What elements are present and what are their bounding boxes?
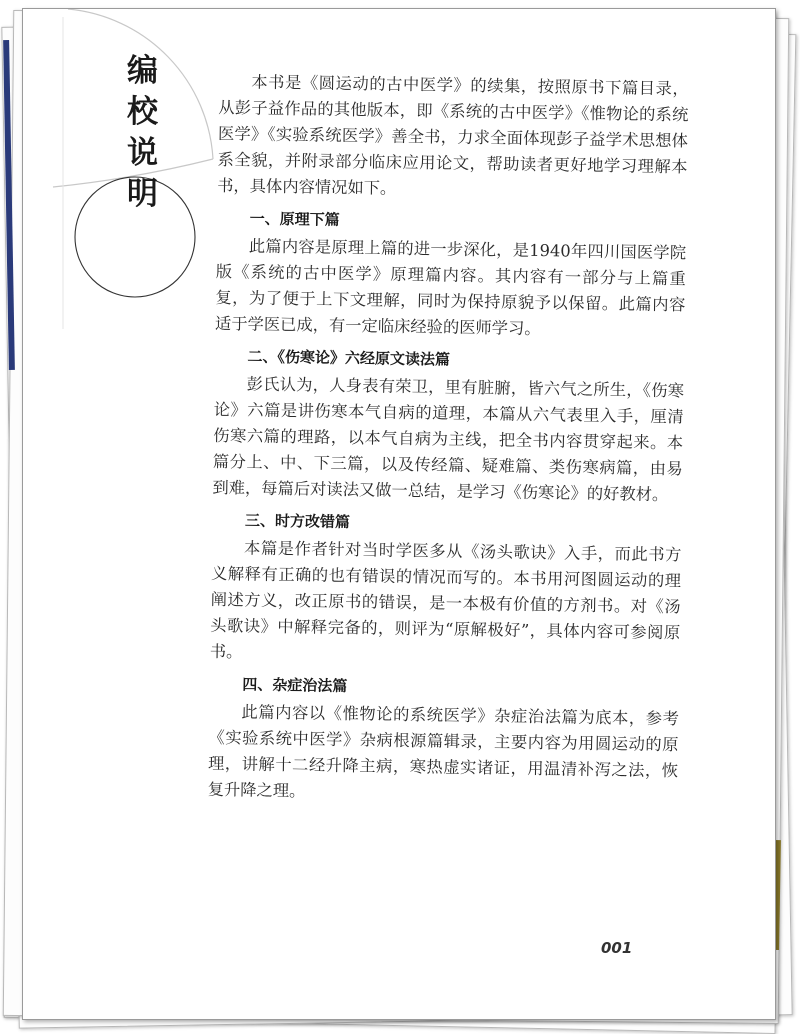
section-paragraph: 彭氏认为，人身表有荣卫，里有脏腑，皆六气之所生，《伤寒论》六篇是讲伤寒本气自病的道理，本篇从六气表里入手，厘清伤寒六篇的理路，以本气自病为主线，把全书内容贯穿起来。本篇分上、中、下三篇，以及传经篇、疑难篇、类伤寒病篇，由易到难，每篇后对读法又做一总结，是学习《伤寒论》的好教材。 — [212, 374, 685, 505]
body-text — [207, 69, 688, 810]
heading-char: 校 — [127, 94, 158, 130]
heading-char: 明 — [127, 176, 158, 212]
section-title: 二、《伤寒论》六经原文读法篇 — [247, 347, 451, 369]
page-number: 001 — [601, 939, 633, 957]
heading-char: 说 — [127, 135, 158, 171]
section-title: 一、原理下篇 — [249, 209, 340, 229]
section-title: 三、时方改错篇 — [244, 511, 351, 532]
section-paragraph: 本篇是作者针对当时学医多从《汤头歌诀》入手，而此书方义解释有正确的也有错误的情况而写的。本书用河图圆运动的理阐述方义，改正原书的错误，是一本极有价值的方剂书。对《汤头歌诀》中解释完备的，则评为“原解极好”，具体内容可参阅原书。 — [209, 538, 682, 662]
page-heading — [127, 51, 167, 215]
heading-char: 编 — [127, 53, 158, 89]
section-title: 四、杂症治法篇 — [242, 675, 348, 696]
section-paragraph: 此篇内容是原理上篇的进一步深化，是1940年四川国医学院版《系统的古中医学》原理篇内容。其内容有一部分与上篇重复，为了便于上下文理解，同时为保持原貌予以保留。此篇内容适于学医已成，有一定临床经验的医师学习。 — [214, 236, 687, 339]
section-paragraph: 此篇内容以《惟物论的系统医学》杂症治法篇为底本，参考《实验系统中医学》杂病根源篇辑录，主要内容为用圆运动的原理，讲解十二经升降主病，寒热虚实诸证，用温清补泻之法，恢复升降之理。 — [207, 702, 679, 801]
intro-paragraph: 本书是《圆运动的古中医学》的续集，按照原书下篇目录，从彭子益作品的其他版本，即《系统的古中医学》《惟物论的系统医学》《实验系统医学》善全书，力求全面体现彭子益学术思想体系全貌，并附录部分临床应用论文，帮助读者更好地学习理解本书，具体内容情况如下。 — [217, 72, 689, 198]
document-page — [22, 8, 776, 1020]
